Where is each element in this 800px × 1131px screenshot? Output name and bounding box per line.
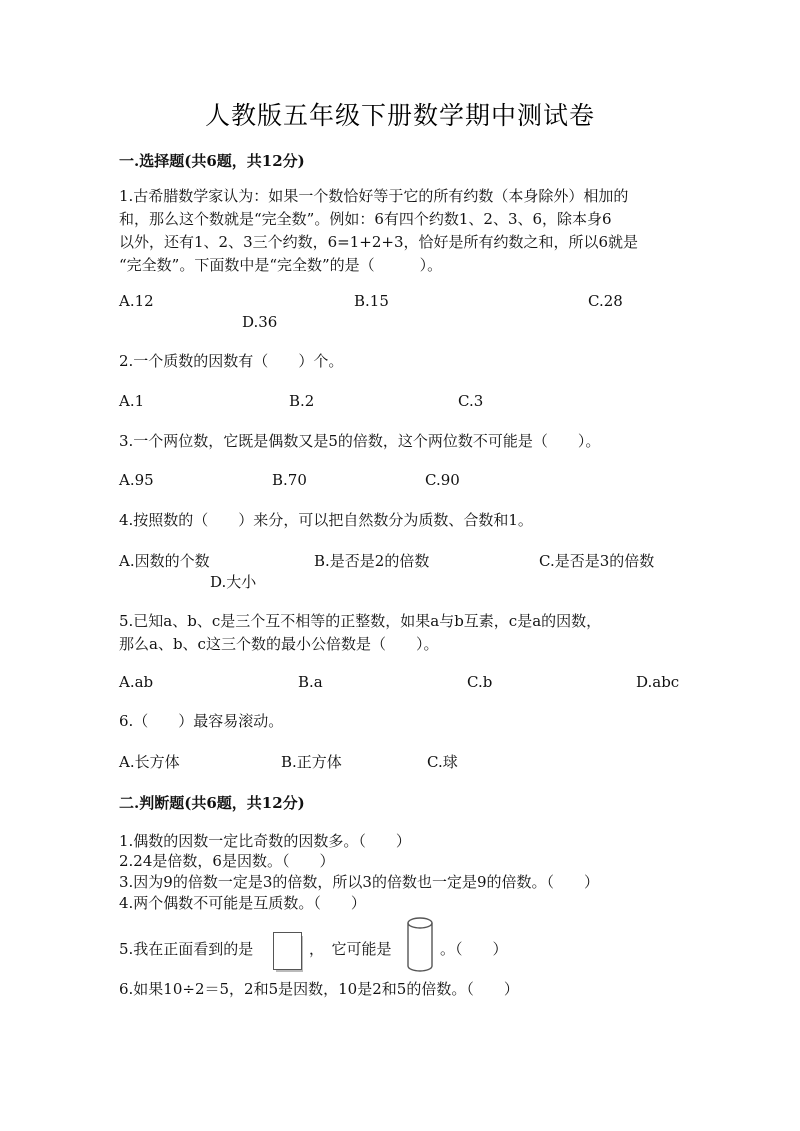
q3-option-c: C.90 bbox=[425, 471, 460, 489]
page-title: 人教版五年级下册数学期中测试卷 bbox=[204, 101, 595, 130]
q2-option-a: A.1 bbox=[119, 392, 145, 410]
question-1-line: 和，那么这个数就是“完全数”。例如：6有四个约数1、2、3、6，除本身6 bbox=[119, 210, 612, 228]
q4-option-d: D.大小 bbox=[210, 573, 257, 591]
judgement-6: 6.如果10÷2＝5，2和5是因数，10是2和5的倍数。（ ） bbox=[119, 980, 519, 998]
q6-option-b: B.正方体 bbox=[281, 753, 342, 771]
question-3: 3.一个两位数，它既是偶数又是5的倍数，这个两位数不可能是（ ）。 bbox=[119, 432, 601, 450]
q5-option-c: C.b bbox=[467, 673, 493, 691]
judgement-5-suffix: 。（ ） bbox=[440, 940, 508, 958]
q5-option-a: A.ab bbox=[119, 673, 154, 691]
q2-option-b: B.2 bbox=[289, 392, 315, 410]
judgement-1: 1.偶数的因数一定比奇数的因数多。（ ） bbox=[119, 832, 411, 850]
question-1 bbox=[119, 186, 638, 276]
question-1-line: “完全数”。下面数中是“完全数”的是（ ）。 bbox=[119, 256, 443, 274]
q1-option-a: A.12 bbox=[119, 292, 154, 310]
section-heading-judgement: 二.判断题(共6题，共12分) bbox=[119, 794, 305, 812]
question-2: 2.一个质数的因数有（ ）个。 bbox=[119, 352, 344, 370]
q4-option-b: B.是否是2的倍数 bbox=[314, 552, 430, 570]
q1-option-c: C.28 bbox=[588, 292, 623, 310]
section-heading-choice: 一.选择题(共6题，共12分) bbox=[119, 152, 305, 170]
q3-option-a: A.95 bbox=[119, 471, 154, 489]
question-4: 4.按照数的（ ）来分，可以把自然数分为质数、合数和1。 bbox=[119, 511, 533, 529]
q5-option-d: D.abc bbox=[636, 673, 680, 691]
q4-option-a: A.因数的个数 bbox=[119, 552, 210, 570]
q6-option-a: A.长方体 bbox=[119, 753, 180, 771]
q6-option-c: C.球 bbox=[427, 753, 458, 771]
q1-option-b: B.15 bbox=[354, 292, 389, 310]
question-1-line: 以外，还有1、2、3三个约数，6=1+2+3，恰好是所有约数之和，所以6就是 bbox=[119, 233, 639, 251]
judgement-5-middle: ， 它可能是 bbox=[309, 940, 392, 958]
judgement-2: 2.24是倍数，6是因数。（ ） bbox=[119, 852, 335, 870]
judgement-5-prefix: 5.我在正面看到的是 bbox=[119, 940, 254, 958]
q1-option-d: D.36 bbox=[242, 313, 278, 331]
question-5-line: 那么a、b、c这三个数的最小公倍数是（ ）。 bbox=[119, 635, 439, 653]
question-5-line: 5.已知a、b、c是三个互不相等的正整数，如果a与b互素，c是a的因数， bbox=[119, 612, 602, 630]
judgement-4: 4.两个偶数不可能是互质数。（ ） bbox=[119, 894, 366, 912]
question-1-line: 1.古希腊数学家认为：如果一个数恰好等于它的所有约数（本身除外）相加的 bbox=[119, 187, 629, 205]
cylinder-figure bbox=[405, 916, 435, 974]
q4-option-c: C.是否是3的倍数 bbox=[539, 552, 655, 570]
judgement-3: 3.因为9的倍数一定是3的倍数，所以3的倍数也一定是9的倍数。（ ） bbox=[119, 873, 599, 891]
q5-option-b: B.a bbox=[298, 673, 323, 691]
question-6: 6.（ ）最容易滚动。 bbox=[119, 712, 284, 730]
question-5 bbox=[119, 611, 601, 655]
q2-option-c: C.3 bbox=[458, 392, 484, 410]
q3-option-b: B.70 bbox=[272, 471, 307, 489]
square-front-view-figure bbox=[273, 932, 302, 970]
